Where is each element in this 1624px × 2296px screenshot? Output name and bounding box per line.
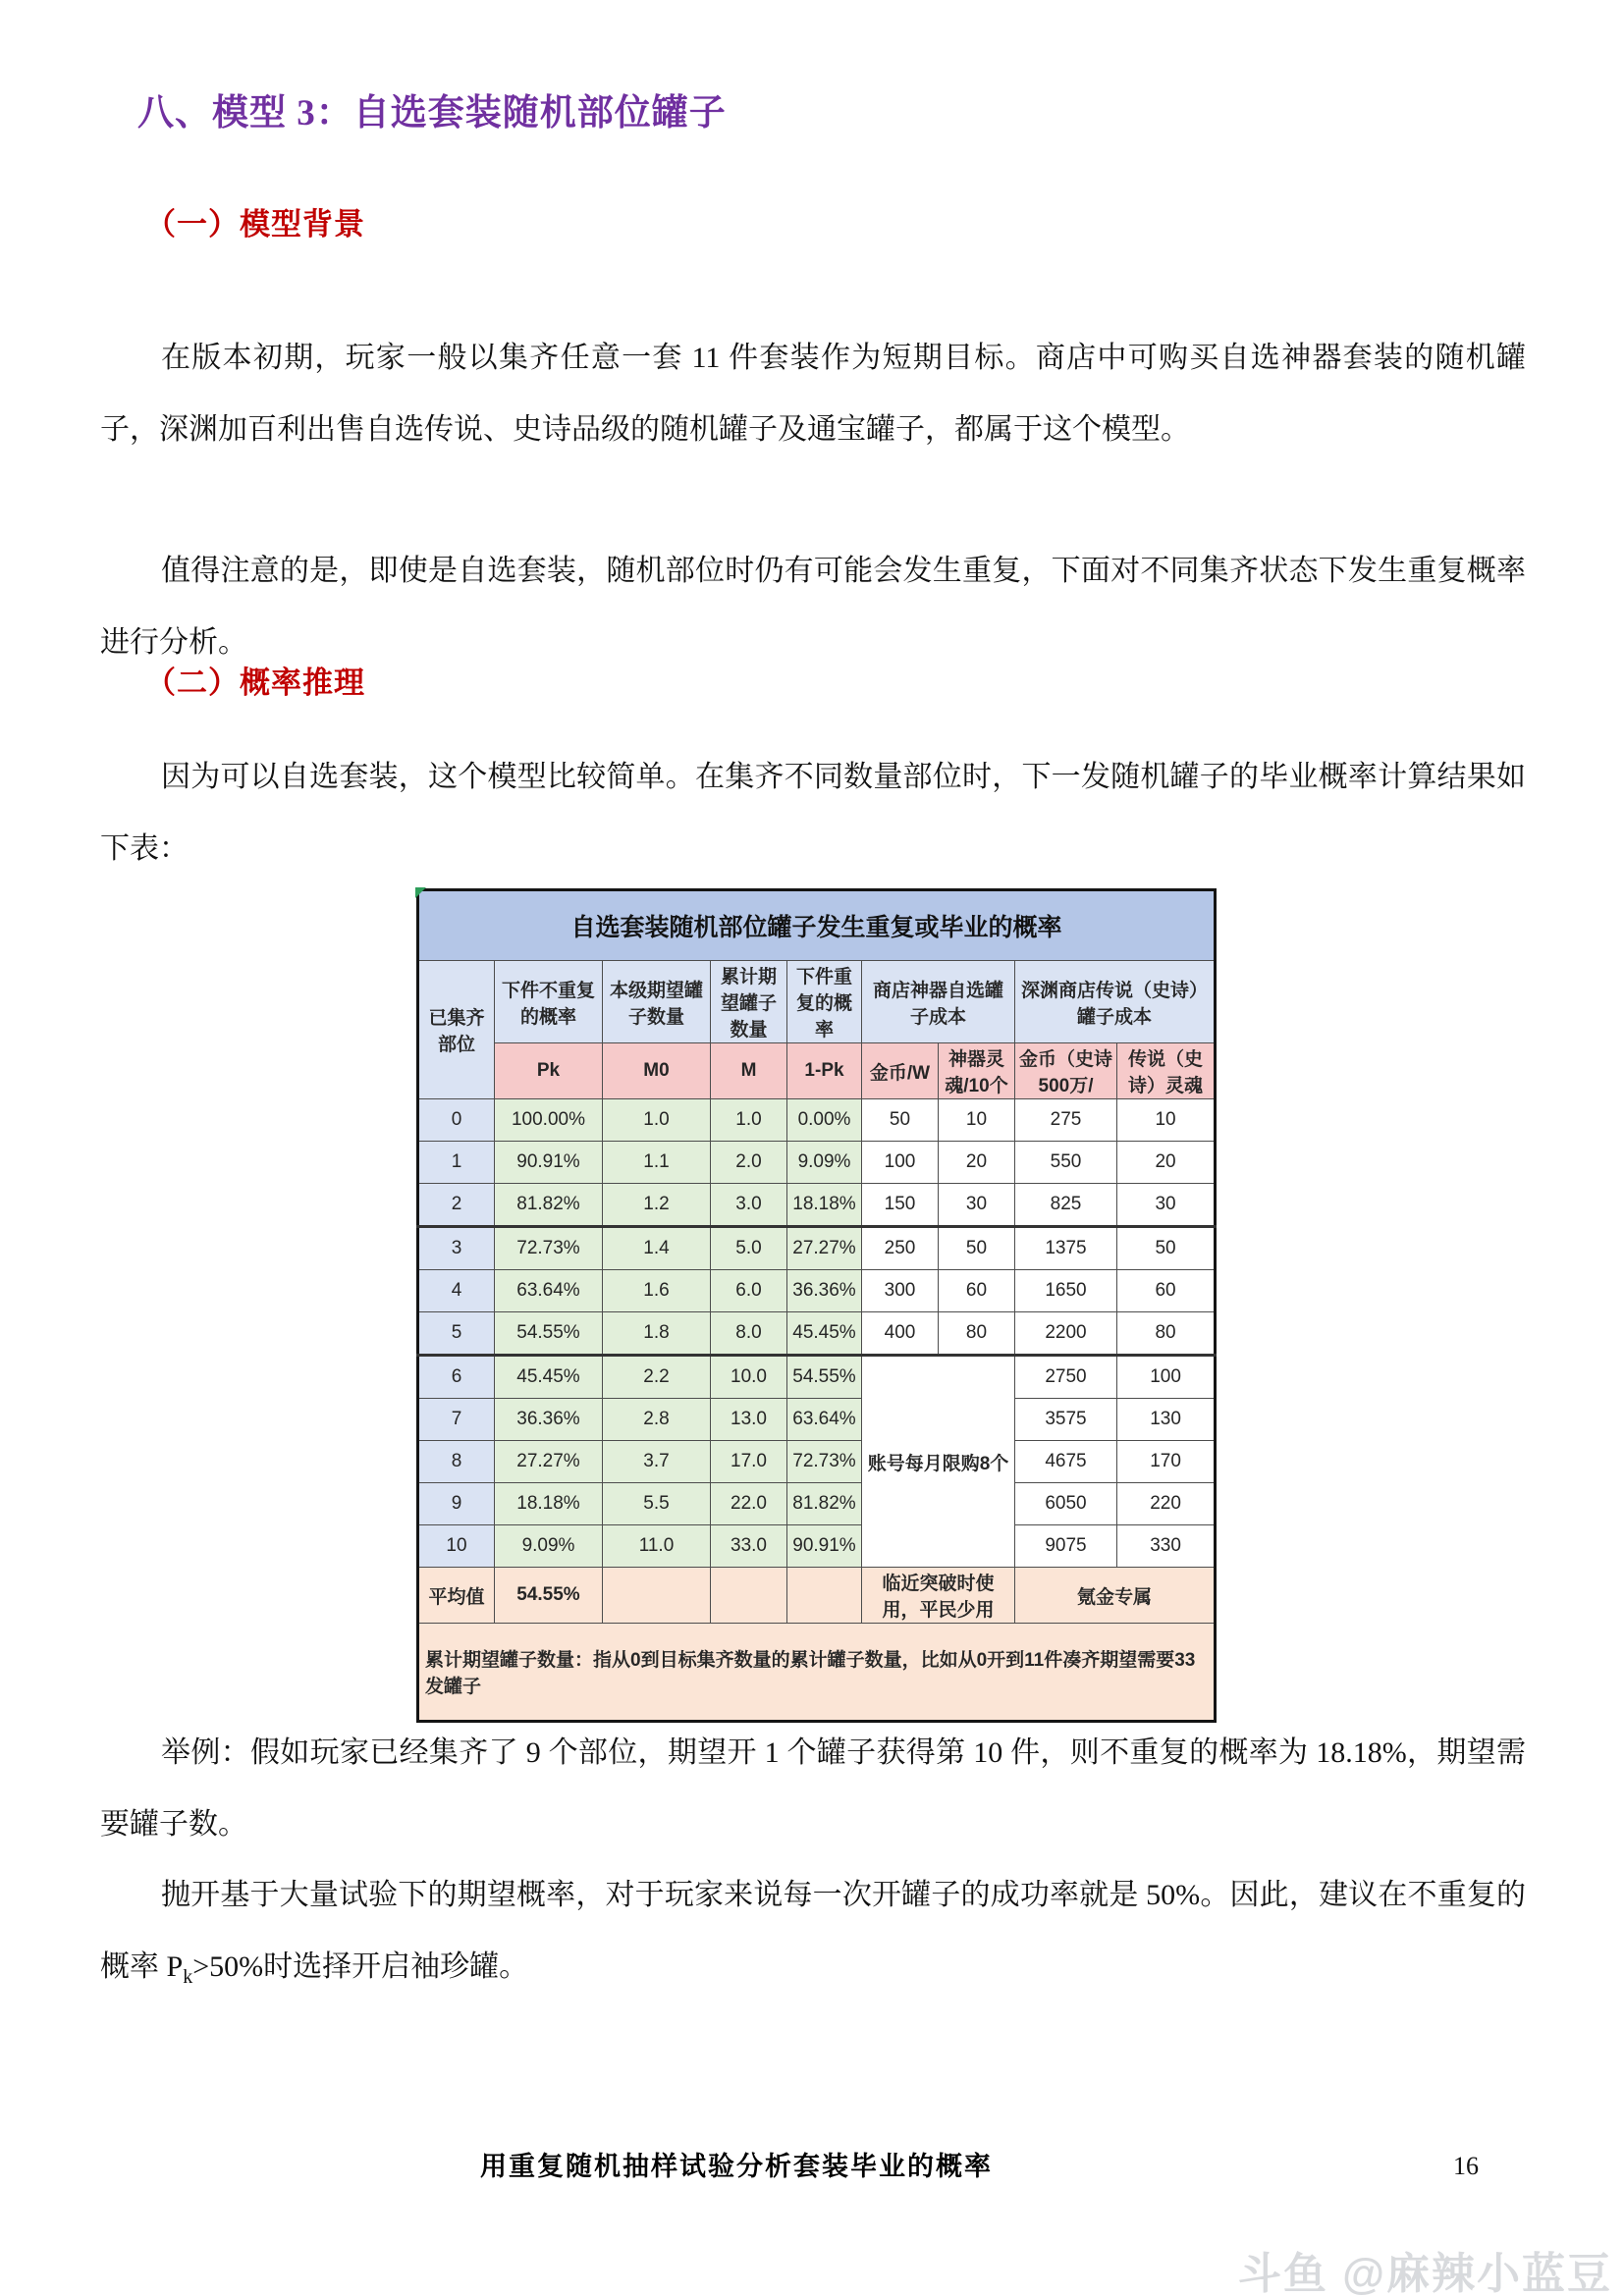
monthly-limit-note: 账号每月限购8个: [862, 1356, 1015, 1568]
table-row: 10 9.09% 11.0 33.0 90.91% 9075 330: [418, 1525, 1216, 1568]
average-label: 平均值: [418, 1568, 495, 1624]
watermark: 斗鱼 @麻辣小蓝豆: [1237, 2250, 1612, 2296]
paragraph-advice: [100, 1859, 1526, 2013]
header-p-no-dup: 下件不重复的概率: [495, 961, 603, 1043]
subheader-1-pk: 1-Pk: [787, 1043, 862, 1099]
section-1-title: （一）模型背景: [145, 207, 365, 241]
advice-text-after: >50%时选择开启袖珍罐。: [192, 1950, 529, 1983]
section-2-title: （二）概率推理: [145, 666, 365, 700]
paragraph-probability-intro: 因为可以自选套装，这个模型比较简单。在集齐不同数量部位时，下一发随机罐子的毕业概率计算结果如下表：: [100, 761, 1526, 865]
pk-subscript: k: [183, 1966, 193, 1988]
table-subheader-row: [418, 1043, 1216, 1099]
paragraph-example: 举例：假如玩家已经集齐了 9 个部位，期望开 1 个罐子获得第 10 件，则不重复的概率为 18.18%，期望需要罐子数。: [100, 1736, 1526, 1841]
table-row: 3 72.73% 1.4 5.0 27.27% 250 50 1375 50: [418, 1227, 1216, 1270]
table-header-row: [418, 961, 1216, 1043]
table-row: 8 27.27% 3.7 17.0 72.73% 4675 170: [418, 1441, 1216, 1483]
page-title: 八、模型 3：自选套装随机部位罐子: [137, 93, 727, 133]
header-exp-cans-cum: 累计期望罐子数量: [711, 961, 787, 1043]
subheader-abyss-soul: 传说（史诗）灵魂: [1117, 1043, 1216, 1099]
table-title: 自选套装随机部位罐子发生重复或毕业的概率: [418, 890, 1216, 961]
average-row: [418, 1568, 1216, 1624]
table-footnote: 累计期望罐子数量：指从0到目标集齐数量的累计罐子数量，比如从0开到11件凑齐期望需要33发罐子: [418, 1624, 1216, 1722]
paragraph-model-background-2: 值得注意的是，即使是自选套装，随机部位时仍有可能会发生重复，下面对不同集齐状态下发生重复概率进行分析。: [100, 555, 1526, 659]
table-row: 7 36.36% 2.8 13.0 63.64% 3575 130: [418, 1399, 1216, 1441]
paragraph-model-background-1: 在版本初期，玩家一般以集齐任意一套 11 件套装作为短期目标。商店中可购买自选神器套装的随机罐子，深渊加百利出售自选传说、史诗品级的随机罐子及通宝罐子，都属于这个模型。: [100, 342, 1526, 446]
table-row: 4 63.64% 1.6 6.0 36.36% 300 60 1650 60: [418, 1270, 1216, 1312]
header-collected: 已集齐部位: [418, 961, 495, 1099]
table-row: 1 90.91% 1.1 2.0 9.09% 100 20 550 20: [418, 1142, 1216, 1184]
table-row: 5 54.55% 1.8 8.0 45.45% 400 80 2200 80: [418, 1312, 1216, 1356]
subheader-abyss-gold: 金币（史诗500万/: [1015, 1043, 1117, 1099]
page-number: 16: [1453, 2152, 1479, 2180]
average-pk: 54.55%: [495, 1568, 603, 1624]
table-row: 6 45.45% 2.2 10.0 54.55% 账号每月限购8个 2750 100: [418, 1356, 1216, 1399]
subheader-soul: 神器灵魂/10个: [939, 1043, 1015, 1099]
header-p-dup: 下件重复的概率: [787, 961, 862, 1043]
header-exp-cans-level: 本级期望罐子数量: [603, 961, 711, 1043]
header-abyss-cost: 深渊商店传说（史诗）罐子成本: [1015, 961, 1216, 1043]
table-footnote-row: [418, 1624, 1216, 1722]
subheader-gold: 金币/W: [862, 1043, 939, 1099]
subheader-pk: Pk: [495, 1043, 603, 1099]
table-row: 9 18.18% 5.5 22.0 81.82% 6050 220: [418, 1483, 1216, 1525]
advice-text-before: 抛开基于大量试验下的期望概率，对于玩家来说每一次开罐子的成功率就是 50%。因此，建议在不重复的概率 P: [100, 1879, 1526, 1983]
table-corner-marker: [415, 887, 426, 898]
probability-table: [416, 888, 1217, 1723]
subheader-m: M: [711, 1043, 787, 1099]
table-row: 2 81.82% 1.2 3.0 18.18% 150 30 825 30: [418, 1184, 1216, 1227]
abyss-usage-note: 氪金专属: [1015, 1568, 1216, 1624]
shop-usage-note: 临近突破时使用，平民少用: [862, 1568, 1015, 1624]
probability-table-container: [416, 888, 1217, 1723]
subheader-m0: M0: [603, 1043, 711, 1099]
header-shop-cost: 商店神器自选罐子成本: [862, 961, 1015, 1043]
table-row: 0 100.00% 1.0 1.0 0.00% 50 10 275 10: [418, 1099, 1216, 1142]
footer-doc-title: 用重复随机抽样试验分析套装毕业的概率: [480, 2152, 993, 2181]
table-title-row: [418, 890, 1216, 961]
